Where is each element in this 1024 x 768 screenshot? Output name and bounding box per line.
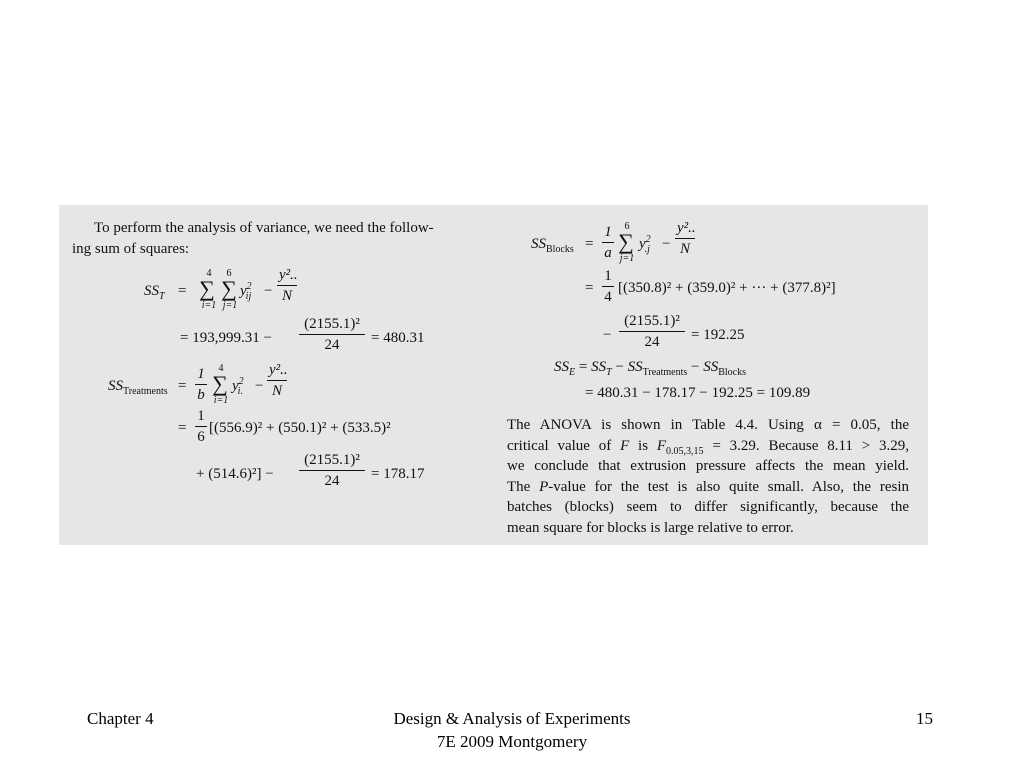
intro-line-2: ing sum of squares: [72,241,190,257]
page-number: 15 [916,709,933,728]
fraction: $\frac{\text{y²..}}{N}$ [279,267,298,304]
fraction: $\frac{1}{4}$ [602,267,614,306]
summation-symbol: ∑ [199,276,215,301]
fraction: $\frac{\text{(2155.1)²}}{24}$ [299,451,365,490]
fraction: $\frac{1}{b}$ [195,365,207,404]
summation-symbol: ∑ [221,276,237,301]
summation-symbol: ∑ [212,371,228,396]
fraction: $\frac{\text{y²..}}{N}$ [269,362,288,399]
textbook-excerpt: To perform the analysis of variance, we need the follow- ing sum of squares: $SS_T$ = 4 ∑ i=1 6 ∑ j=1 $y^2_{ij}$ − $\frac{\text{y²..}}{N}$ = 193,999.31 − $\frac{\text{(2155.1)²}}{24}$ = 480.31 $SS_{Treatments}$ = $\frac{1}{b}$ 4 ∑ i=1 $y^2_{i.}$ − $\frac{\text{y²..}}{N}$ = $\frac{1}{6}$ [(556.9)² + (550.1)² + (533.5)² + (514.6)²] − $\frac{\text{(2155.1)²}}{24}$ = 178.17 $SS_{Blocks}$ = $\frac{1}{a}$ 6 ∑ j=1 $y^2_{.j}$ − $\frac{\text{y²..}}{N}$ = $\frac{1}{4}$ [(350.8)² + (359.0)² + ··· + (377.8)²] − $\frac{\text{(2155.1)²}}{24}$ = 192.25 $SS_E = SS_T - SS_{Treatments} - SS_{Blocks}$ = 480.31 − 178.17 − 192.25 = 109.89 The ANOVA is shown in Table 4.4. Using α = 0.05, the critical value of F is $F_{0.05,3,15} = 3.29$. Because 8.11 > 3.29, we conclude that extrusion pressure affects the mean yield. The P-value for the test is also quite small. Also, the resin batches (blocks) seem to differ significantly, because the mean square for blocks is large relative to error. [59,205,928,545]
fraction: $\frac{1}{6}$ [195,407,207,446]
summation-symbol: ∑ [618,229,634,254]
intro-line-1: To perform the analysis of variance, we need the follow- [94,220,434,236]
fraction: $\frac{\text{y²..}}{N}$ [677,220,696,257]
fraction: $\frac{\text{(2155.1)²}}{24}$ [619,312,685,351]
fraction: $\frac{1}{a}$ [602,223,614,262]
footer-title: Design & Analysis of Experiments 7E 2009 Montgomery [393,709,631,751]
footer-chapter: Chapter 4 [87,709,154,728]
fraction: $\frac{\text{(2155.1)²}}{24}$ [299,315,365,354]
anova-paragraph: The ANOVA is shown in Table 4.4. Using α = 0.05, the critical value of F is $F_{0.05,3,15} = 3.29$. Because 8.11 > 3.29, we conclude that extrusion pressure affects the mean yield. The P-value for the test is also quite small. Also, the resin batches (blocks) seem to differ significantly, because the mean square for blocks is large relative to error. [507,417,909,536]
